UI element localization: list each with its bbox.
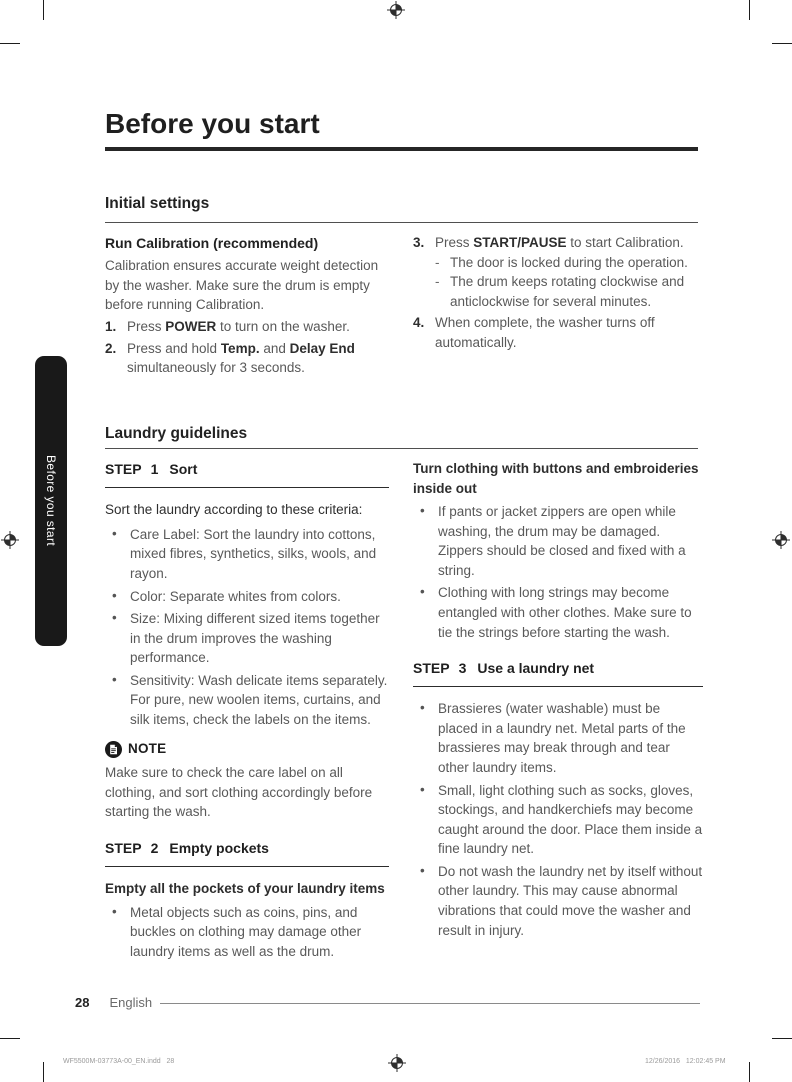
sort-bullet-list (105, 525, 389, 730)
step-text: Press START/PAUSE to start Calibration. (435, 235, 684, 250)
bullet-text: Color: Separate whites from colors. (130, 588, 341, 604)
footer-rule (160, 1003, 700, 1004)
page-footer (75, 995, 152, 1010)
step-num: 1 (150, 461, 159, 477)
list-item (413, 583, 703, 642)
crop-mark (0, 43, 20, 44)
crop-mark (772, 1038, 792, 1039)
empty-pockets-bullet-list (105, 903, 389, 962)
initial-settings-left-column (105, 233, 389, 378)
laundry-net-bullet-list (413, 699, 703, 940)
sort-criteria-intro: Sort the laundry according to these criteria: (105, 502, 363, 518)
step-title: Sort (169, 461, 198, 477)
list-item (413, 502, 703, 580)
empty-pockets-lead: Empty all the pockets of your laundry items (105, 881, 385, 897)
dash-marker: - (435, 254, 440, 270)
list-item (105, 587, 389, 607)
bullet-text: Small, light clothing such as socks, gloves, stockings, and handkerchiefs may become caught around the door. Place them inside a fine laundry net. (438, 782, 703, 857)
page-number: 28 (75, 995, 90, 1010)
list-item (105, 525, 389, 584)
registration-mark-icon (1, 531, 19, 549)
step-2-heading (105, 838, 389, 867)
dash-subitem (435, 253, 703, 273)
bullet-text: Do not wash the laundry net by itself without other laundry. This may cause abnormal vibrations that could move the washer and result in injury. (438, 863, 703, 938)
bullet-text: Clothing with long strings may become entangled with other clothes. Make sure to tie the strings before starting the wash. (438, 585, 692, 640)
step-number: 1. (105, 318, 117, 334)
note-label: NOTE (128, 741, 167, 757)
step-1-heading (105, 459, 389, 488)
print-timestamp: 12/26/2016 12:02:45 PM (645, 1058, 726, 1065)
step-title: Use a laundry net (477, 660, 595, 677)
title-rule (105, 147, 698, 151)
list-item (105, 609, 389, 668)
crop-mark (43, 0, 44, 20)
subitem-text: The door is locked during the operation. (450, 254, 688, 270)
crop-mark (749, 1062, 750, 1082)
bullet-text: Metal objects such as coins, pins, and buckles on clothing may damage other laundry items as well as the drum. (130, 904, 362, 959)
registration-mark-icon (388, 1054, 406, 1072)
calibration-intro: Calibration ensures accurate weight detection by the washer. Make sure the drum is empty before running Calibration. (105, 258, 379, 313)
inside-out-bullet-list (413, 502, 703, 642)
list-item (105, 903, 389, 962)
note-icon (105, 741, 122, 758)
bullet-text: Size: Mixing different sized items together in the drum improves the washing performance. (130, 611, 380, 666)
page-title: Before you start (105, 108, 320, 139)
step-text: When complete, the washer turns off automatically. (435, 315, 655, 350)
step-text: Press POWER to turn on the washer. (127, 318, 350, 334)
subitem-text: The drum keeps rotating clockwise and anticlockwise for several minutes. (450, 274, 685, 309)
laundry-right-column (413, 459, 703, 943)
print-filename: WF5500M-03773A-00_EN.indd 28 (63, 1058, 175, 1065)
chapter-side-tab (35, 356, 67, 646)
step-text: Press and hold Temp. and Delay End simultaneously for 3 seconds. (127, 340, 355, 376)
crop-mark (749, 0, 750, 20)
step-word: STEP (105, 839, 142, 856)
bullet-text: Sensitivity: Wash delicate items separately. For pure, new woolen items, curtains, and silk items, check the labels on the items. (130, 672, 388, 727)
dash-subitem (435, 272, 703, 311)
step-3-heading (413, 658, 703, 687)
section-heading-initial-settings: Initial settings (105, 195, 210, 212)
dash-marker: - (435, 274, 440, 290)
step-title: Empty pockets (169, 839, 269, 856)
section-heading-laundry-guidelines: Laundry guidelines (105, 425, 248, 442)
list-item (413, 862, 703, 940)
numbered-step (413, 233, 703, 253)
step-number: 4. (413, 315, 425, 331)
numbered-step (413, 313, 703, 352)
chapter-side-tab-label: Before you start (44, 455, 58, 547)
registration-mark-icon (772, 531, 790, 549)
section-rule (105, 222, 698, 223)
step-word: STEP (105, 461, 142, 477)
initial-settings-right-column (413, 233, 703, 352)
bullet-text: Brassieres (water washable) must be placed in a laundry net. Metal parts of the brassieres may break through and tear other laundry items. (438, 701, 686, 776)
crop-mark (0, 1038, 20, 1039)
page-language: English (109, 995, 153, 1010)
note-text: Make sure to check the care label on all clothing, and sort clothing accordingly before starting the wash. (105, 765, 373, 820)
step-number: 3. (413, 235, 425, 250)
bullet-text: If pants or jacket zippers are open while washing, the drum may be damaged. Zippers should be closed and fixed with a string. (438, 504, 686, 578)
buttons-embroideries-lead: Turn clothing with buttons and embroideries inside out (413, 461, 699, 496)
note-header (105, 739, 389, 759)
list-item (105, 671, 389, 730)
crop-mark (43, 1062, 44, 1082)
crop-mark (772, 43, 792, 44)
step-num: 2 (150, 839, 159, 856)
run-calibration-heading: Run Calibration (recommended) (105, 235, 319, 251)
step-num: 3 (458, 660, 467, 677)
numbered-step (105, 317, 389, 337)
laundry-left-column (105, 459, 389, 964)
list-item (413, 781, 703, 859)
step-number: 2. (105, 340, 117, 356)
step-word: STEP (413, 660, 450, 677)
registration-mark-icon (387, 1, 405, 19)
bullet-text: Care Label: Sort the laundry into cottons, mixed fibres, synthetics, silks, wools, and rayon. (130, 526, 377, 581)
numbered-step (105, 339, 389, 378)
list-item (413, 699, 703, 777)
section-rule (105, 448, 698, 449)
